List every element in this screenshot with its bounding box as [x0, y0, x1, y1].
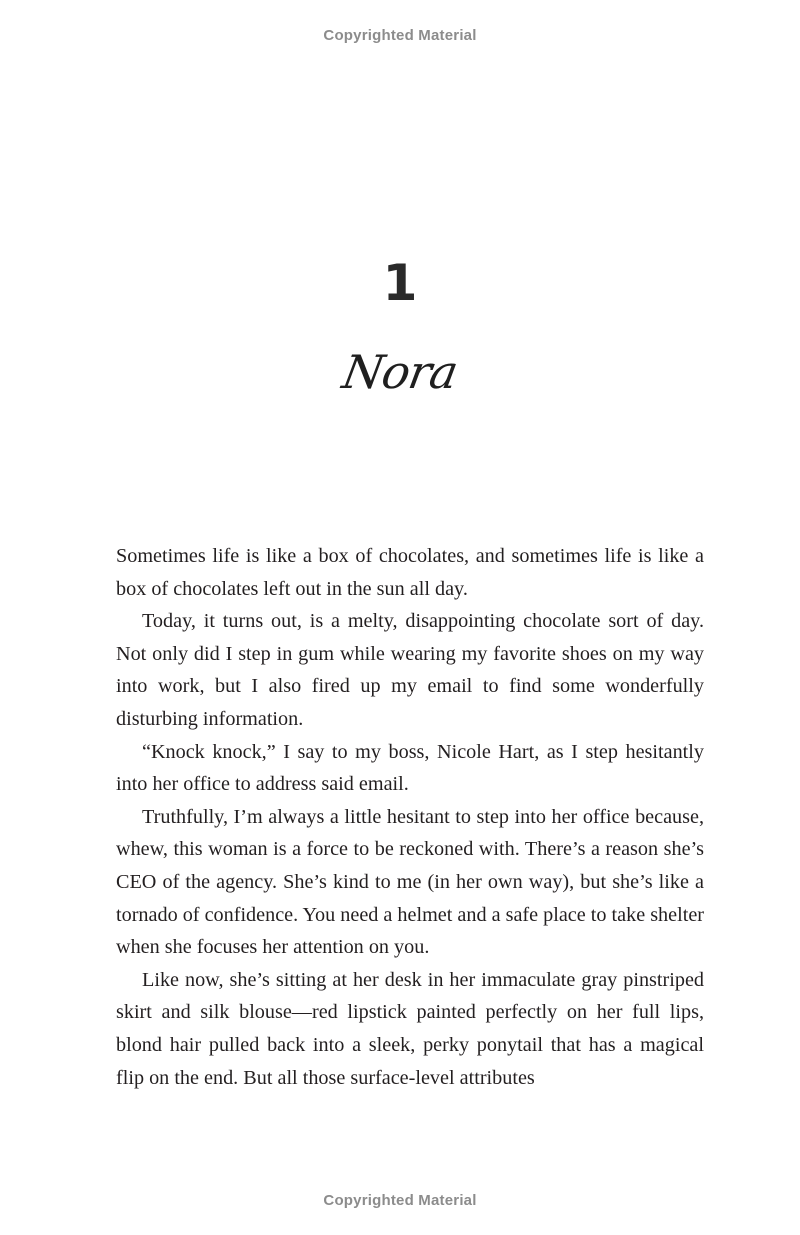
paragraph: Truthfully, I’m always a little hesitant to step into her office because, whew, this woman is a force to be reckoned with. There’s a reason she’s CEO of the agency. She’s kind to me (in her own way), but she’s like a tornado of confidence. You need a helmet and a safe place to take shelter when she focuses her attention on you. — [116, 805, 705, 959]
chapter-number: 1 — [382, 254, 418, 312]
chapter-body — [116, 540, 704, 1094]
paragraph: Like now, she’s sitting at her desk in her immaculate gray pinstriped skirt and silk blouse—red lipstick painted perfectly on her full lips, blond hair pulled back into a sleek, perky ponytail that has a magical flip on the end. But all those surface-level attributes — [116, 968, 704, 1089]
copyright-watermark-top: Copyrighted Material — [323, 27, 477, 44]
chapter-title: Nora — [338, 345, 462, 399]
paragraph: Sometimes life is like a box of chocolates, and sometimes life is like a box of chocolates left out in the sun all day. — [116, 545, 704, 600]
copyright-watermark-bottom: Copyrighted Material — [323, 1192, 477, 1209]
paragraph: “Knock knock,” I say to my boss, Nicole Hart, as I step hesitantly into her office to address said email. — [116, 740, 704, 796]
paragraph: Today, it turns out, is a melty, disappointing chocolate sort of day. Not only did I step in gum while wearing my favorite shoes on my way into work, but I also fired up my email to find some wonderfully disturbing information. — [116, 610, 704, 730]
